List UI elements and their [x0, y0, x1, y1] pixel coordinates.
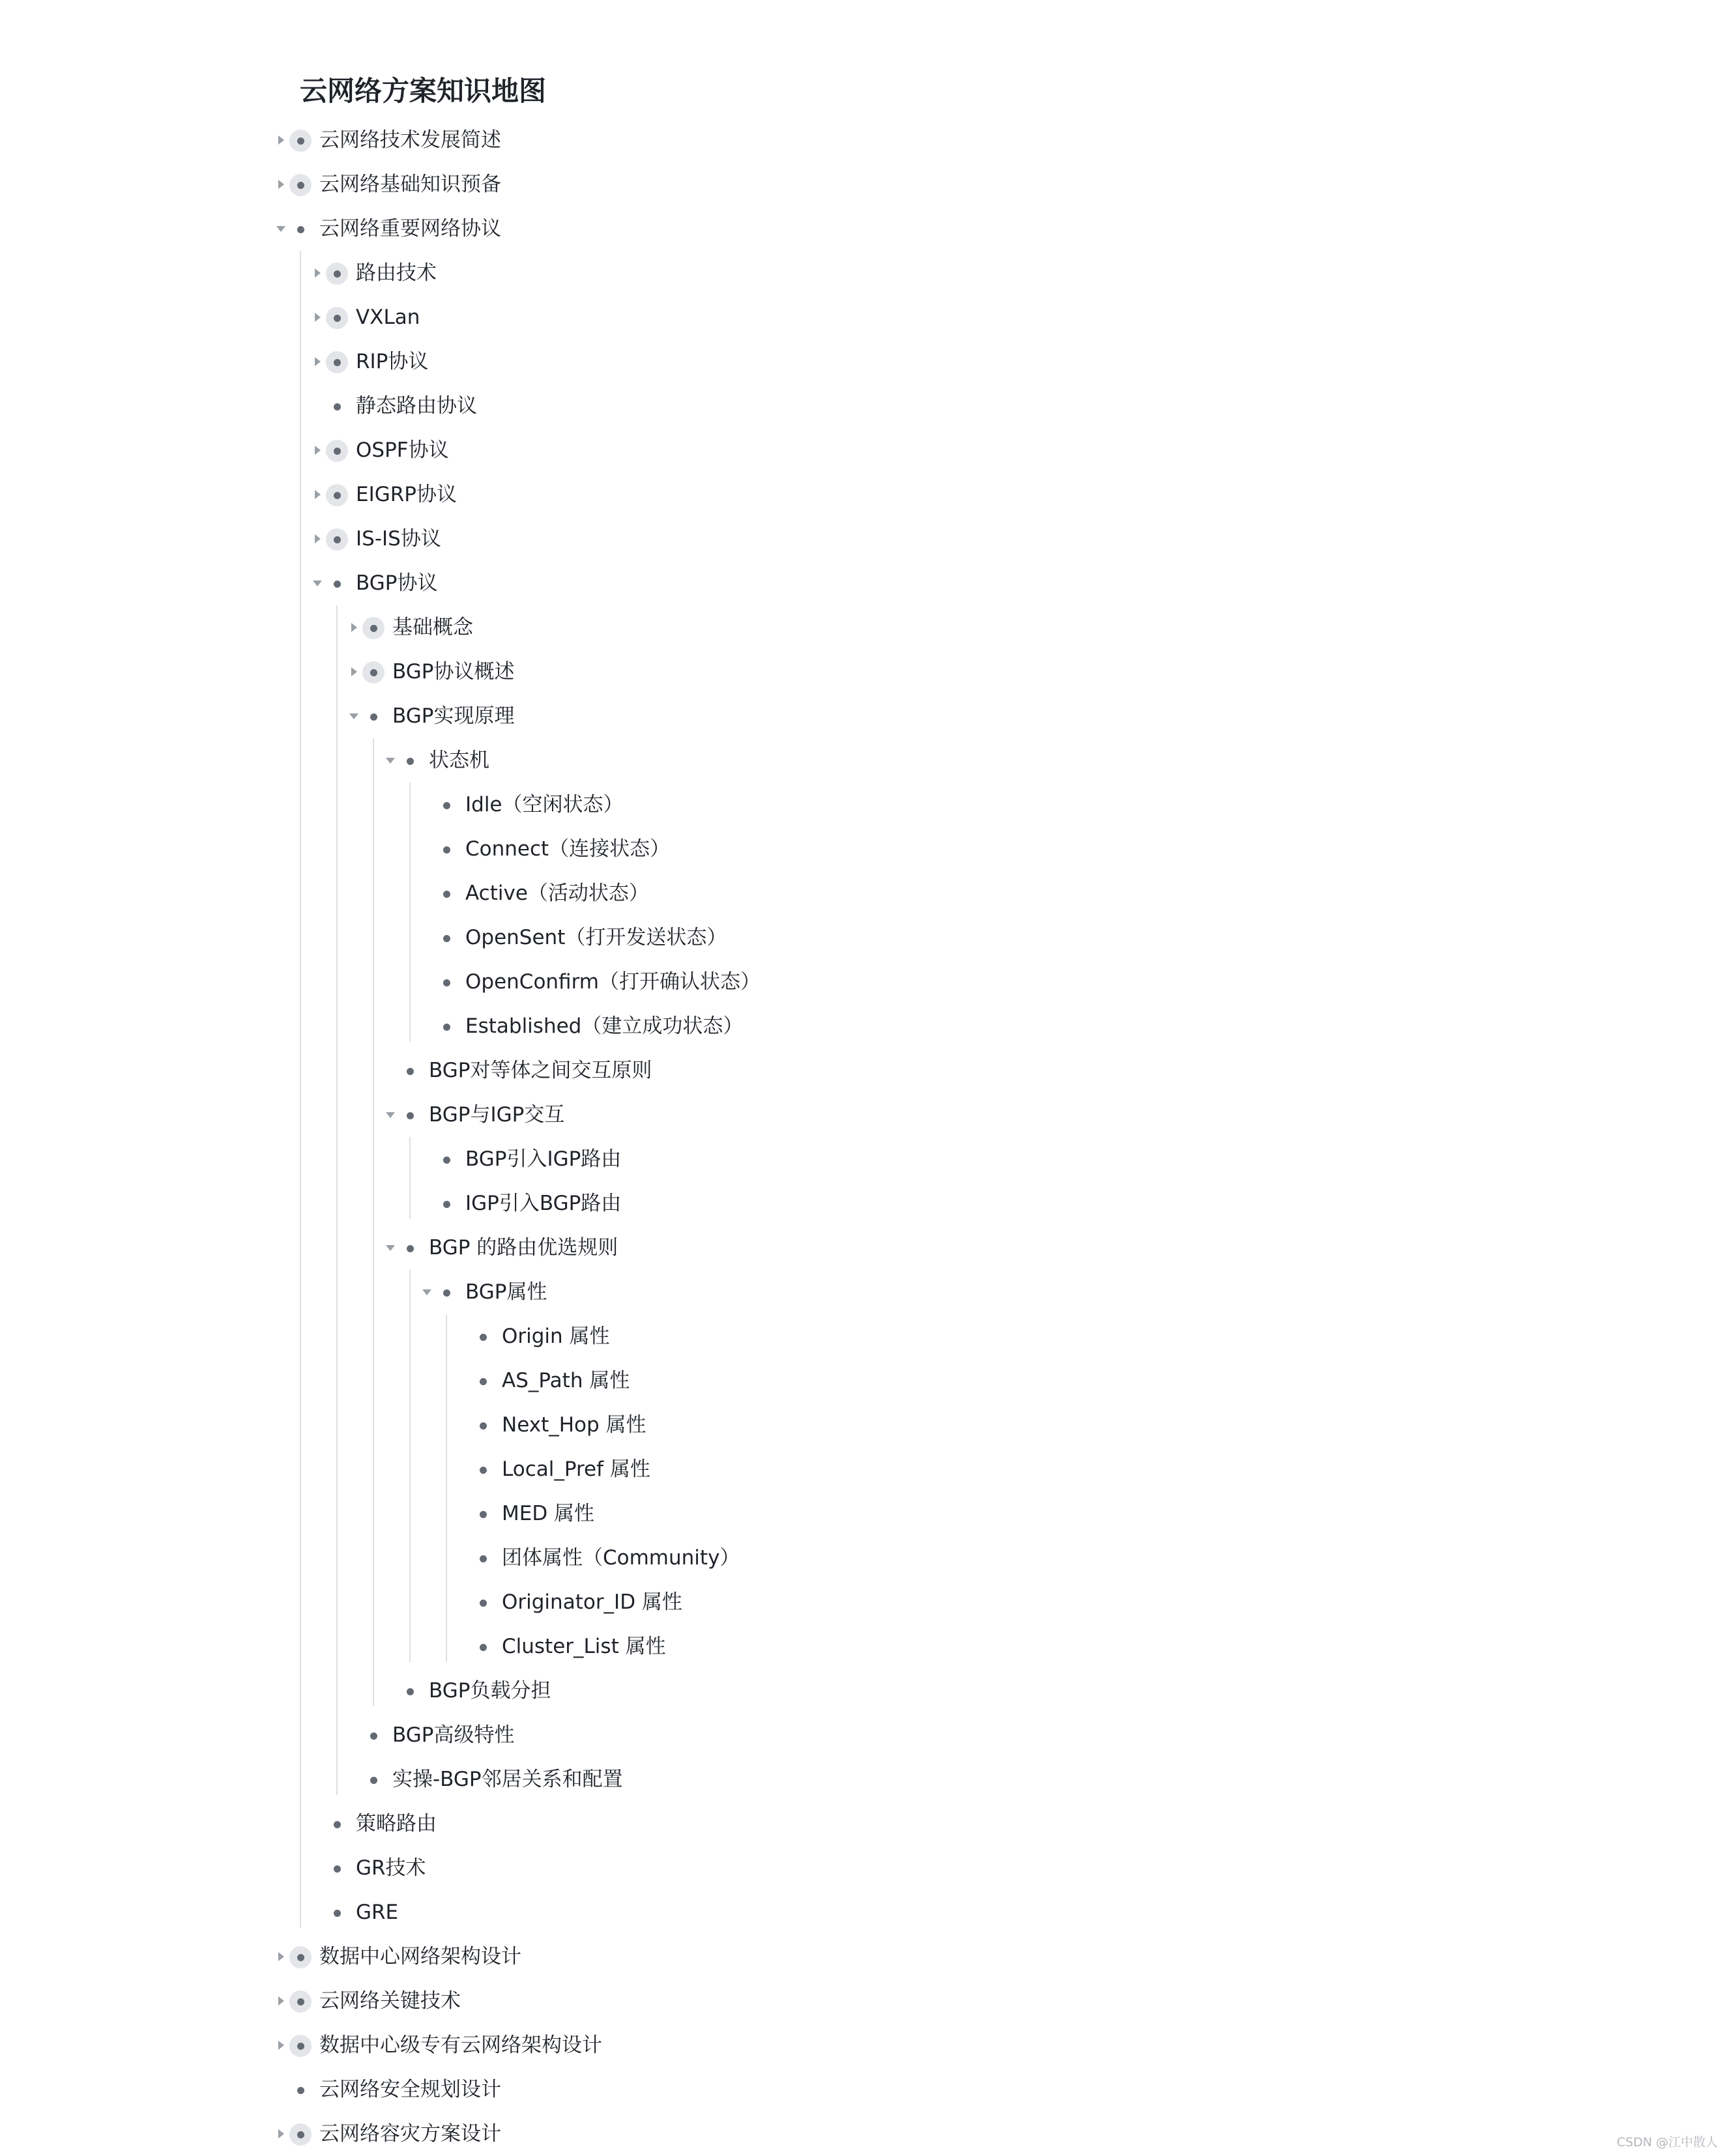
outline-item[interactable]: [420, 827, 1332, 871]
outline-item[interactable]: [310, 384, 1223, 428]
bullet-icon[interactable]: [472, 1547, 494, 1570]
outline-item[interactable]: [456, 1536, 1369, 1580]
indent-guide: [446, 1314, 447, 1662]
indent-guide: [336, 605, 338, 1795]
outline-item[interactable]: [274, 2023, 1186, 2067]
outline-item-text[interactable]: 静态路由协议: [356, 394, 477, 418]
expand-toggle-icon[interactable]: [310, 266, 325, 280]
outline-item-text[interactable]: 团体属性（Community）: [502, 1546, 740, 1570]
collapse-toggle-icon[interactable]: [383, 753, 398, 768]
outline-item[interactable]: [310, 1802, 1223, 1846]
expand-toggle-icon[interactable]: [347, 620, 361, 635]
outline-item-text[interactable]: 数据中心级专有云网络架构设计: [319, 2034, 602, 2057]
outline-item[interactable]: [347, 1757, 1259, 1802]
outline-item-text[interactable]: 云网络关键技术: [319, 1989, 461, 2013]
outline-item[interactable]: [347, 694, 1259, 738]
outline-item[interactable]: [456, 1358, 1369, 1403]
outline-item-text[interactable]: 云网络重要网络协议: [319, 217, 501, 240]
bullet-icon[interactable]: [399, 1060, 421, 1082]
expand-toggle-icon[interactable]: [274, 1949, 288, 1964]
bullet-icon[interactable]: [435, 794, 457, 816]
expand-toggle-icon[interactable]: [310, 354, 325, 369]
outline-item[interactable]: [347, 650, 1259, 694]
outline-item-text[interactable]: 基础概念: [392, 616, 473, 639]
outline-item[interactable]: [420, 1181, 1332, 1226]
outline-item[interactable]: [456, 1403, 1369, 1447]
outline-item[interactable]: [310, 339, 1223, 384]
outline-item-text[interactable]: 实操-BGP邻居关系和配置: [392, 1768, 623, 1791]
outline-item[interactable]: [420, 871, 1332, 915]
indent-guide: [409, 1137, 411, 1219]
expand-toggle-icon[interactable]: [310, 487, 325, 502]
bullet-icon[interactable]: [289, 2079, 312, 2101]
outline-item[interactable]: [383, 1048, 1296, 1093]
bullet-icon[interactable]: [435, 971, 457, 994]
bullet-icon[interactable]: [472, 1459, 494, 1481]
collapsed-bullet-icon[interactable]: [362, 661, 385, 683]
collapsed-bullet-icon[interactable]: [289, 1946, 312, 1968]
expand-toggle-icon[interactable]: [310, 443, 325, 457]
expand-toggle-icon[interactable]: [274, 1994, 288, 2008]
bullet-icon[interactable]: [326, 1902, 348, 1924]
outline-item[interactable]: [420, 960, 1332, 1004]
indent-guide: [300, 251, 301, 1928]
outline-item[interactable]: [274, 1934, 1186, 1979]
outline-item-text[interactable]: Connect（连接状态）: [465, 837, 671, 861]
indent-guide: [409, 1270, 411, 1662]
outline-item-text[interactable]: BGP协议概述: [392, 660, 515, 683]
outline-item[interactable]: [420, 1004, 1332, 1048]
collapsed-bullet-icon[interactable]: [289, 130, 312, 152]
outline-item-text[interactable]: Originator_ID 属性: [502, 1590, 682, 1614]
collapsed-bullet-icon[interactable]: [326, 263, 348, 285]
outline-item-text[interactable]: 策略路由: [356, 1812, 437, 1835]
collapse-toggle-icon[interactable]: [383, 1108, 398, 1122]
outline-item[interactable]: [274, 162, 1186, 207]
bullet-icon[interactable]: [435, 927, 457, 949]
outline-item[interactable]: [456, 1314, 1369, 1358]
expand-toggle-icon[interactable]: [310, 532, 325, 546]
outline-item-text[interactable]: OpenSent（打开发送状态）: [465, 926, 727, 949]
collapsed-bullet-icon[interactable]: [289, 2035, 312, 2057]
outline-item-text[interactable]: Local_Pref 属性: [502, 1458, 650, 1481]
outline-item[interactable]: [456, 1580, 1369, 1624]
outline-item-text[interactable]: BGP属性: [465, 1280, 547, 1304]
bullet-icon[interactable]: [399, 1680, 421, 1703]
outline-item-text[interactable]: IS-IS协议: [356, 527, 441, 551]
bullet-icon[interactable]: [362, 706, 385, 728]
bullet-icon[interactable]: [435, 1282, 457, 1304]
collapsed-bullet-icon[interactable]: [362, 617, 385, 639]
outline-item[interactable]: [274, 207, 1186, 251]
outline-item[interactable]: [347, 605, 1259, 650]
bullet-icon[interactable]: [472, 1370, 494, 1392]
bullet-icon[interactable]: [326, 573, 348, 595]
bullet-icon[interactable]: [472, 1503, 494, 1525]
bullet-icon[interactable]: [435, 839, 457, 861]
collapsed-bullet-icon[interactable]: [289, 174, 312, 196]
outline-item-text[interactable]: Cluster_List 属性: [502, 1635, 666, 1658]
outline-item[interactable]: [274, 2067, 1186, 2112]
bullet-icon[interactable]: [289, 218, 312, 240]
outline-item-text[interactable]: Established（建立成功状态）: [465, 1014, 744, 1038]
outline-item-text[interactable]: 云网络安全规划设计: [319, 2078, 501, 2101]
bullet-icon[interactable]: [399, 1237, 421, 1259]
outline-item-text[interactable]: BGP协议: [356, 571, 438, 595]
outline-item[interactable]: [310, 428, 1223, 472]
bullet-icon[interactable]: [472, 1592, 494, 1614]
outline-item-text[interactable]: Idle（空闲状态）: [465, 793, 624, 816]
outline-item[interactable]: [274, 2112, 1186, 2156]
outline-item[interactable]: [347, 1713, 1259, 1757]
bullet-icon[interactable]: [399, 1104, 421, 1127]
outline-item-text[interactable]: MED 属性: [502, 1502, 595, 1525]
outline-item-text[interactable]: OpenConfirm（打开确认状态）: [465, 970, 761, 994]
outline-item-text[interactable]: Origin 属性: [502, 1325, 610, 1348]
outline-item-text[interactable]: BGP与IGP交互: [429, 1103, 565, 1127]
outline-item[interactable]: [310, 251, 1223, 295]
collapse-toggle-icon[interactable]: [383, 1241, 398, 1255]
outline-item-text[interactable]: 状态机: [429, 749, 489, 772]
outline-item[interactable]: [456, 1447, 1369, 1491]
outline-item[interactable]: [310, 1846, 1223, 1890]
collapse-toggle-icon[interactable]: [310, 576, 325, 590]
outline-item-text[interactable]: BGP实现原理: [392, 704, 515, 728]
expand-toggle-icon[interactable]: [274, 133, 288, 147]
bullet-icon[interactable]: [472, 1326, 494, 1348]
collapsed-bullet-icon[interactable]: [326, 351, 348, 373]
bullet-icon[interactable]: [435, 883, 457, 905]
outline-item-text[interactable]: 云网络技术发展简述: [319, 128, 501, 152]
expand-toggle-icon[interactable]: [310, 310, 325, 324]
page-title: 云网络方案知识地图: [300, 75, 547, 107]
outline-item[interactable]: [274, 1979, 1186, 2023]
bullet-icon[interactable]: [435, 1016, 457, 1038]
outline-item-text[interactable]: 路由技术: [356, 261, 437, 285]
outline-item[interactable]: [456, 1624, 1369, 1669]
outline-item-text[interactable]: IGP引入BGP路由: [465, 1192, 622, 1215]
outline-item-text[interactable]: BGP高级特性: [392, 1723, 515, 1747]
outline-item[interactable]: [456, 1491, 1369, 1536]
outline-item-text[interactable]: 云网络基础知识预备: [319, 173, 501, 196]
outline-item-text[interactable]: BGP 的路由优选规则: [429, 1236, 618, 1259]
outline-item-text[interactable]: BGP对等体之间交互原则: [429, 1059, 652, 1082]
outline-item[interactable]: [383, 1226, 1296, 1270]
outline-item-text[interactable]: RIP协议: [356, 350, 429, 373]
collapsed-bullet-icon[interactable]: [326, 440, 348, 462]
bullet-icon[interactable]: [362, 1769, 385, 1791]
outline-item-text[interactable]: GRE: [356, 1901, 399, 1924]
outline-item[interactable]: [274, 118, 1186, 162]
collapsed-bullet-icon[interactable]: [289, 1991, 312, 2013]
outline-item-text[interactable]: AS_Path 属性: [502, 1369, 630, 1392]
collapsed-bullet-icon[interactable]: [326, 484, 348, 506]
collapsed-bullet-icon[interactable]: [326, 528, 348, 551]
outline-item[interactable]: [310, 472, 1223, 517]
collapsed-bullet-icon[interactable]: [289, 2123, 312, 2146]
outline-item[interactable]: [310, 517, 1223, 561]
outline-item[interactable]: [420, 915, 1332, 960]
bullet-icon[interactable]: [435, 1149, 457, 1171]
outline-item[interactable]: [420, 1137, 1332, 1181]
expand-toggle-icon[interactable]: [274, 2127, 288, 2141]
outline-item-text[interactable]: 数据中心网络架构设计: [319, 1945, 521, 1968]
outline-item[interactable]: [310, 1890, 1223, 1934]
bullet-icon[interactable]: [399, 750, 421, 772]
outline-item[interactable]: [383, 1669, 1296, 1713]
outline-item[interactable]: [383, 738, 1296, 783]
outline-item[interactable]: [420, 783, 1332, 827]
outline-item[interactable]: [310, 295, 1223, 339]
watermark: CSDN @江中散人: [1616, 2135, 1718, 2149]
outline-item[interactable]: [310, 561, 1223, 605]
outline-item[interactable]: [383, 1093, 1296, 1137]
bullet-icon[interactable]: [326, 1813, 348, 1835]
expand-toggle-icon[interactable]: [347, 665, 361, 679]
expand-toggle-icon[interactable]: [274, 177, 288, 192]
bullet-icon[interactable]: [472, 1415, 494, 1437]
collapse-toggle-icon[interactable]: [420, 1285, 434, 1299]
outline-item-text[interactable]: GR技术: [356, 1856, 426, 1880]
expand-toggle-icon[interactable]: [274, 2038, 288, 2052]
bullet-icon[interactable]: [472, 1636, 494, 1658]
outline-item-text[interactable]: BGP引入IGP路由: [465, 1147, 622, 1171]
bullet-icon[interactable]: [362, 1725, 385, 1747]
outline-item-text[interactable]: OSPF协议: [356, 438, 449, 462]
outline-item-text[interactable]: 云网络容灾方案设计: [319, 2122, 501, 2146]
bullet-icon[interactable]: [435, 1193, 457, 1215]
outline-item-text[interactable]: VXLan: [356, 306, 420, 329]
collapsed-bullet-icon[interactable]: [326, 307, 348, 329]
bullet-icon[interactable]: [326, 395, 348, 418]
outline-item-text[interactable]: Active（活动状态）: [465, 882, 649, 905]
outline-item-text[interactable]: Next_Hop 属性: [502, 1413, 646, 1437]
collapse-toggle-icon[interactable]: [274, 222, 288, 236]
collapse-toggle-icon[interactable]: [347, 709, 361, 723]
bullet-icon[interactable]: [326, 1858, 348, 1880]
outline-item-text[interactable]: BGP负载分担: [429, 1679, 551, 1703]
indent-guide: [409, 783, 411, 1042]
outline-item[interactable]: [420, 1270, 1332, 1314]
outline-item-text[interactable]: EIGRP协议: [356, 483, 457, 506]
indent-guide: [373, 738, 374, 1706]
